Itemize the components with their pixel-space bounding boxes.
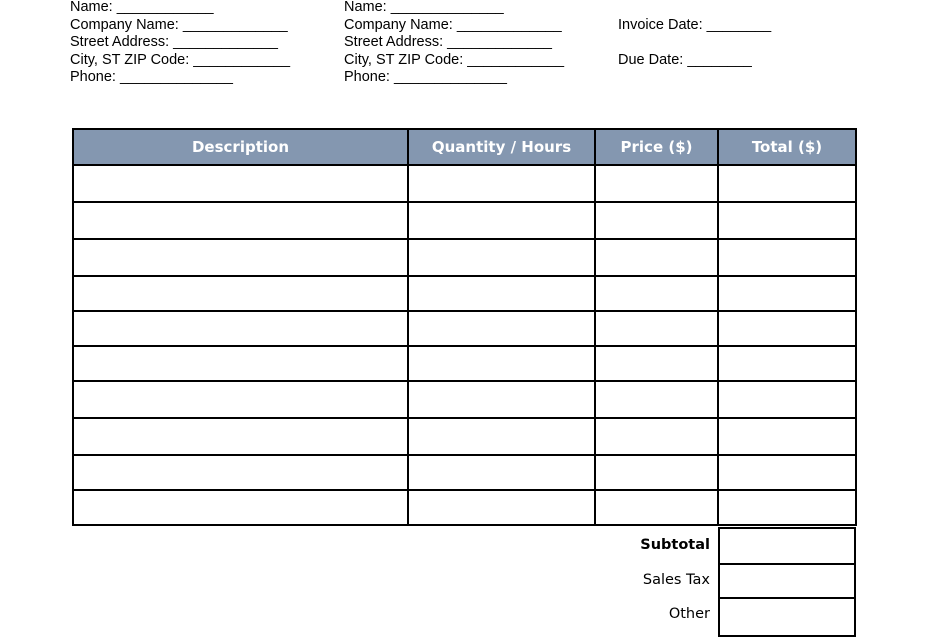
header-total: Total ($)	[718, 129, 856, 165]
description-cell[interactable]	[73, 311, 408, 346]
total-cell[interactable]	[718, 239, 856, 276]
table-row	[73, 490, 856, 525]
table-row	[73, 418, 856, 455]
description-cell[interactable]	[73, 346, 408, 381]
quantity-cell[interactable]	[408, 455, 595, 490]
total-cell[interactable]	[718, 202, 856, 239]
total-cell[interactable]	[718, 455, 856, 490]
from-name-field[interactable]: Name: ____________	[70, 0, 214, 15]
to-company-field[interactable]: Company Name: _____________	[344, 16, 562, 33]
quantity-cell[interactable]	[408, 311, 595, 346]
to-name-field[interactable]: Name: ______________	[344, 0, 504, 15]
quantity-cell[interactable]	[408, 346, 595, 381]
to-address-block	[344, 0, 564, 87]
header-price: Price ($)	[595, 129, 718, 165]
total-cell[interactable]	[718, 490, 856, 525]
price-cell[interactable]	[595, 276, 718, 311]
total-cell[interactable]	[718, 418, 856, 455]
subtotal-label: Subtotal	[640, 537, 710, 553]
description-cell[interactable]	[73, 165, 408, 202]
subtotal-field[interactable]	[718, 527, 856, 565]
quantity-cell[interactable]	[408, 276, 595, 311]
due-date-field[interactable]: Due Date: ________	[618, 51, 752, 68]
table-row	[73, 455, 856, 490]
table-body	[73, 165, 856, 525]
from-address-block	[70, 0, 290, 87]
description-cell[interactable]	[73, 455, 408, 490]
total-cell[interactable]	[718, 381, 856, 418]
table-row	[73, 239, 856, 276]
total-cell[interactable]	[718, 346, 856, 381]
invoice-date-field[interactable]: Invoice Date: ________	[618, 16, 772, 33]
table-row	[73, 381, 856, 418]
sales-tax-label: Sales Tax	[642, 572, 710, 588]
from-company-field[interactable]: Company Name: _____________	[70, 16, 288, 33]
to-street-field[interactable]: Street Address: _____________	[344, 34, 552, 50]
table-row	[73, 346, 856, 381]
other-field[interactable]	[718, 597, 856, 637]
table-row	[73, 202, 856, 239]
price-cell[interactable]	[595, 490, 718, 525]
quantity-cell[interactable]	[408, 239, 595, 276]
table-header-row	[73, 129, 856, 165]
quantity-cell[interactable]	[408, 418, 595, 455]
price-cell[interactable]	[595, 418, 718, 455]
table-row	[73, 311, 856, 346]
quantity-cell[interactable]	[408, 490, 595, 525]
total-cell[interactable]	[718, 311, 856, 346]
from-street-field[interactable]: Street Address: _____________	[70, 34, 278, 50]
to-city-field[interactable]: City, ST ZIP Code: ____________	[344, 51, 565, 68]
price-cell[interactable]	[595, 202, 718, 239]
quantity-cell[interactable]	[408, 202, 595, 239]
description-cell[interactable]	[73, 418, 408, 455]
other-label: Other	[668, 606, 710, 622]
price-cell[interactable]	[595, 381, 718, 418]
price-cell[interactable]	[595, 455, 718, 490]
description-cell[interactable]	[73, 490, 408, 525]
header-quantity-hours: Quantity / Hours	[408, 129, 595, 165]
quantity-cell[interactable]	[408, 381, 595, 418]
price-cell[interactable]	[595, 346, 718, 381]
description-cell[interactable]	[73, 239, 408, 276]
from-city-field[interactable]: City, ST ZIP Code: ____________	[70, 51, 291, 68]
quantity-cell[interactable]	[408, 165, 595, 202]
table-row	[73, 165, 856, 202]
description-cell[interactable]	[73, 276, 408, 311]
to-phone-field[interactable]: Phone: ______________	[344, 69, 507, 85]
total-cell[interactable]	[718, 165, 856, 202]
description-cell[interactable]	[73, 381, 408, 418]
price-cell[interactable]	[595, 311, 718, 346]
line-items-table	[72, 128, 857, 526]
sales-tax-field[interactable]	[718, 563, 856, 599]
description-cell[interactable]	[73, 202, 408, 239]
from-phone-field[interactable]: Phone: ______________	[70, 69, 233, 85]
price-cell[interactable]	[595, 239, 718, 276]
header-description: Description	[73, 129, 408, 165]
table-row	[73, 276, 856, 311]
dates-block	[618, 17, 771, 70]
total-cell[interactable]	[718, 276, 856, 311]
price-cell[interactable]	[595, 165, 718, 202]
